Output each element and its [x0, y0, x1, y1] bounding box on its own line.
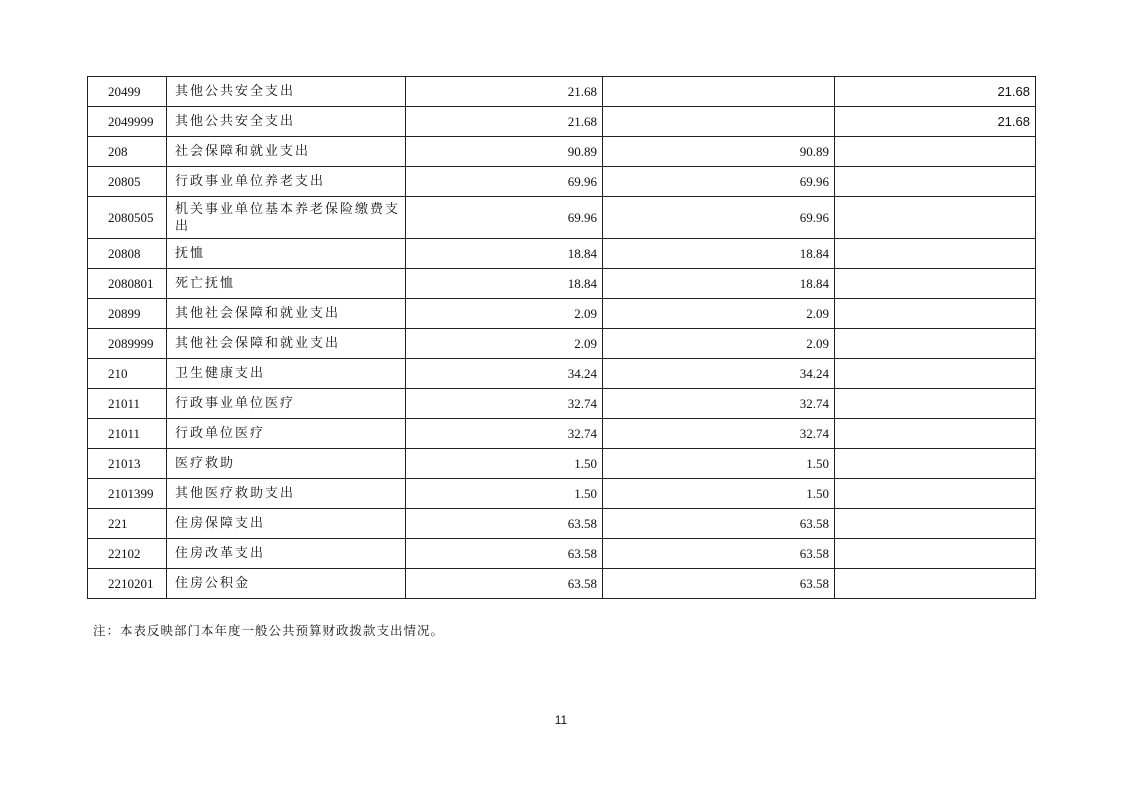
subject-code: 210	[88, 359, 167, 389]
subject-name: 医疗救助	[167, 449, 406, 479]
basic-expenditure: 63.58	[603, 539, 835, 569]
table-row	[88, 269, 1036, 299]
table-row	[88, 389, 1036, 419]
total-amount: 18.84	[406, 239, 603, 269]
basic-expenditure: 32.74	[603, 389, 835, 419]
total-amount: 69.96	[406, 167, 603, 197]
table-footnote: 注：本表反映部门本年度一般公共预算财政拨款支出情况。	[93, 623, 445, 638]
subject-code: 2080505	[88, 197, 167, 239]
project-expenditure	[835, 359, 1036, 389]
subject-code: 221	[88, 509, 167, 539]
total-amount: 63.58	[406, 569, 603, 599]
total-amount: 90.89	[406, 137, 603, 167]
subject-code: 208	[88, 137, 167, 167]
total-amount: 1.50	[406, 479, 603, 509]
basic-expenditure: 1.50	[603, 449, 835, 479]
table-row	[88, 77, 1036, 107]
basic-expenditure: 69.96	[603, 167, 835, 197]
subject-name: 住房公积金	[167, 569, 406, 599]
project-expenditure	[835, 449, 1036, 479]
total-amount: 69.96	[406, 197, 603, 239]
subject-name: 行政单位医疗	[167, 419, 406, 449]
subject-name: 其他公共安全支出	[167, 107, 406, 137]
total-amount: 18.84	[406, 269, 603, 299]
table-row	[88, 449, 1036, 479]
subject-code: 2089999	[88, 329, 167, 359]
basic-expenditure: 2.09	[603, 329, 835, 359]
project-expenditure	[835, 197, 1036, 239]
project-expenditure: 21.68	[835, 77, 1036, 107]
subject-name: 住房改革支出	[167, 539, 406, 569]
total-amount: 32.74	[406, 419, 603, 449]
subject-code: 21013	[88, 449, 167, 479]
project-expenditure	[835, 137, 1036, 167]
table-row	[88, 509, 1036, 539]
page-number: 11	[554, 713, 568, 727]
table-row	[88, 197, 1036, 239]
table-row	[88, 239, 1036, 269]
basic-expenditure: 90.89	[603, 137, 835, 167]
project-expenditure	[835, 239, 1036, 269]
subject-code: 20805	[88, 167, 167, 197]
table-row	[88, 167, 1036, 197]
subject-name: 其他医疗救助支出	[167, 479, 406, 509]
total-amount: 32.74	[406, 389, 603, 419]
project-expenditure	[835, 509, 1036, 539]
table-row	[88, 569, 1036, 599]
project-expenditure	[835, 389, 1036, 419]
basic-expenditure: 18.84	[603, 269, 835, 299]
basic-expenditure: 63.58	[603, 569, 835, 599]
total-amount: 1.50	[406, 449, 603, 479]
subject-name: 其他社会保障和就业支出	[167, 299, 406, 329]
table-row	[88, 419, 1036, 449]
subject-code: 2049999	[88, 107, 167, 137]
total-amount: 63.58	[406, 509, 603, 539]
subject-code: 21011	[88, 389, 167, 419]
basic-expenditure: 1.50	[603, 479, 835, 509]
subject-code: 20808	[88, 239, 167, 269]
total-amount: 21.68	[406, 107, 603, 137]
project-expenditure	[835, 569, 1036, 599]
table-row	[88, 137, 1036, 167]
table-row	[88, 107, 1036, 137]
table-row	[88, 299, 1036, 329]
basic-expenditure: 2.09	[603, 299, 835, 329]
total-amount: 2.09	[406, 329, 603, 359]
basic-expenditure: 69.96	[603, 197, 835, 239]
total-amount: 63.58	[406, 539, 603, 569]
subject-name: 行政事业单位医疗	[167, 389, 406, 419]
basic-expenditure: 18.84	[603, 239, 835, 269]
subject-name: 其他公共安全支出	[167, 77, 406, 107]
subject-name: 社会保障和就业支出	[167, 137, 406, 167]
subject-name: 其他社会保障和就业支出	[167, 329, 406, 359]
budget-table	[87, 76, 1036, 599]
subject-name: 行政事业单位养老支出	[167, 167, 406, 197]
table-row	[88, 539, 1036, 569]
subject-code: 2101399	[88, 479, 167, 509]
subject-code: 2080801	[88, 269, 167, 299]
total-amount: 2.09	[406, 299, 603, 329]
project-expenditure	[835, 269, 1036, 299]
table-row	[88, 359, 1036, 389]
subject-name: 抚恤	[167, 239, 406, 269]
basic-expenditure	[603, 107, 835, 137]
subject-code: 21011	[88, 419, 167, 449]
project-expenditure: 21.68	[835, 107, 1036, 137]
table-row	[88, 329, 1036, 359]
basic-expenditure	[603, 77, 835, 107]
basic-expenditure: 32.74	[603, 419, 835, 449]
subject-name: 死亡抚恤	[167, 269, 406, 299]
project-expenditure	[835, 539, 1036, 569]
subject-name: 卫生健康支出	[167, 359, 406, 389]
subject-code: 20899	[88, 299, 167, 329]
subject-code: 20499	[88, 77, 167, 107]
subject-code: 2210201	[88, 569, 167, 599]
project-expenditure	[835, 479, 1036, 509]
project-expenditure	[835, 419, 1036, 449]
project-expenditure	[835, 329, 1036, 359]
subject-name: 机关事业单位基本养老保险缴费支出	[167, 197, 406, 239]
subject-code: 22102	[88, 539, 167, 569]
basic-expenditure: 63.58	[603, 509, 835, 539]
project-expenditure	[835, 167, 1036, 197]
total-amount: 21.68	[406, 77, 603, 107]
subject-name: 住房保障支出	[167, 509, 406, 539]
basic-expenditure: 34.24	[603, 359, 835, 389]
table-row	[88, 479, 1036, 509]
total-amount: 34.24	[406, 359, 603, 389]
project-expenditure	[835, 299, 1036, 329]
